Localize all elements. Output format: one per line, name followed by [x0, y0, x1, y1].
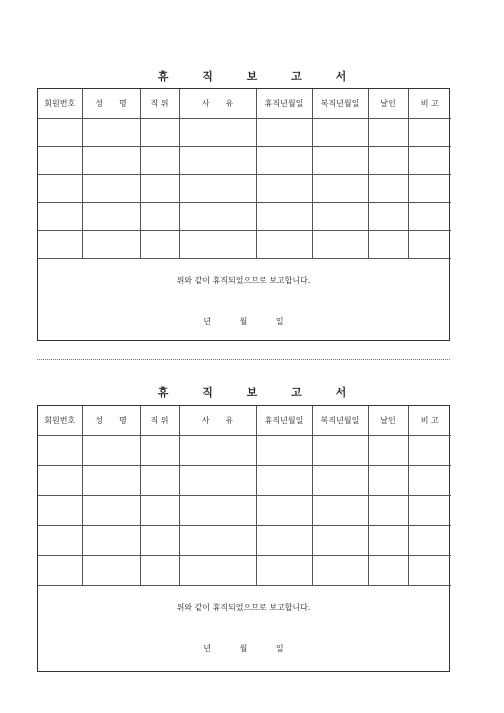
table-cell[interactable] — [140, 496, 179, 526]
table-cell[interactable] — [82, 119, 140, 147]
table-cell[interactable] — [82, 526, 140, 556]
table-cell[interactable] — [256, 119, 312, 147]
table-cell[interactable] — [256, 526, 312, 556]
table-row — [38, 119, 451, 147]
table-cell[interactable] — [38, 496, 82, 526]
table-cell[interactable] — [140, 203, 179, 231]
header-reason: 사 유 — [179, 89, 256, 119]
date-day[interactable]: 일 — [275, 644, 284, 653]
table-cell[interactable] — [312, 496, 368, 526]
header-seal: 날인 — [368, 406, 408, 436]
date-year[interactable]: 년 — [203, 317, 212, 326]
table-cell[interactable] — [256, 203, 312, 231]
table-cell[interactable] — [408, 175, 451, 203]
table-cell[interactable] — [82, 466, 140, 496]
table-cell[interactable] — [368, 496, 408, 526]
table-row — [38, 175, 451, 203]
table-cell[interactable] — [82, 175, 140, 203]
header-remarks: 비 고 — [408, 89, 451, 119]
table-cell[interactable] — [179, 203, 256, 231]
table-row — [38, 203, 451, 231]
table-cell[interactable] — [179, 119, 256, 147]
table-row — [38, 466, 451, 496]
header-leave-date: 휴직년월일 — [256, 89, 312, 119]
header-remarks: 비 고 — [408, 406, 451, 436]
table-cell[interactable] — [256, 147, 312, 175]
header-name: 성 명 — [82, 406, 140, 436]
table-cell[interactable] — [408, 496, 451, 526]
table-cell[interactable] — [38, 556, 82, 586]
table-cell[interactable] — [408, 556, 451, 586]
table-cell[interactable] — [140, 147, 179, 175]
table-cell[interactable] — [179, 496, 256, 526]
table-row — [38, 556, 451, 586]
table-cell[interactable] — [408, 231, 451, 259]
table-cell[interactable] — [408, 119, 451, 147]
table-cell[interactable] — [312, 203, 368, 231]
table-cell[interactable] — [368, 526, 408, 556]
table-cell[interactable] — [408, 526, 451, 556]
table-cell[interactable] — [179, 556, 256, 586]
table-cell[interactable] — [312, 556, 368, 586]
table-cell[interactable] — [179, 231, 256, 259]
table-cell[interactable] — [82, 436, 140, 466]
table-cell[interactable] — [140, 175, 179, 203]
table-cell[interactable] — [256, 556, 312, 586]
header-leave-date: 휴직년월일 — [256, 406, 312, 436]
table-cell[interactable] — [408, 466, 451, 496]
table-cell[interactable] — [368, 556, 408, 586]
date-line — [38, 643, 449, 654]
table-cell[interactable] — [312, 526, 368, 556]
header-reason: 사 유 — [179, 406, 256, 436]
date-year[interactable]: 년 — [203, 644, 212, 653]
cut-line-divider — [37, 359, 450, 360]
table-cell[interactable] — [312, 466, 368, 496]
table-cell[interactable] — [368, 466, 408, 496]
table-cell[interactable] — [140, 466, 179, 496]
header-return-date: 복직년월일 — [312, 89, 368, 119]
table-cell[interactable] — [256, 175, 312, 203]
table-cell[interactable] — [38, 203, 82, 231]
date-month[interactable]: 월 — [239, 644, 248, 653]
table-cell[interactable] — [38, 119, 82, 147]
table-cell[interactable] — [179, 526, 256, 556]
leave-report-form — [37, 405, 450, 672]
table-cell[interactable] — [82, 147, 140, 175]
table-cell[interactable] — [368, 119, 408, 147]
table-cell[interactable] — [179, 175, 256, 203]
table-cell[interactable] — [408, 147, 451, 175]
table-cell[interactable] — [256, 231, 312, 259]
table-row — [38, 231, 451, 259]
table-row — [38, 436, 451, 466]
table-cell[interactable] — [368, 147, 408, 175]
table-cell[interactable] — [38, 436, 82, 466]
table-cell[interactable] — [179, 436, 256, 466]
table-cell[interactable] — [140, 556, 179, 586]
header-member-number: 회원번호 — [38, 89, 82, 119]
report-statement: 위와 같이 휴직되었으므로 보고합니다. — [176, 603, 311, 612]
report-statement: 위와 같이 휴직되었으므로 보고합니다. — [176, 276, 311, 285]
table-cell[interactable] — [368, 231, 408, 259]
date-day[interactable]: 일 — [275, 317, 284, 326]
form-title: 휴 직 보 고 서 — [157, 386, 362, 399]
date-line — [38, 316, 449, 327]
table-cell[interactable] — [82, 556, 140, 586]
header-name: 성 명 — [82, 89, 140, 119]
leave-report-table — [38, 89, 451, 259]
table-cell[interactable] — [256, 496, 312, 526]
table-cell[interactable] — [179, 466, 256, 496]
table-cell[interactable] — [82, 496, 140, 526]
table-cell[interactable] — [82, 203, 140, 231]
table-cell[interactable] — [408, 203, 451, 231]
table-cell[interactable] — [312, 175, 368, 203]
table-cell[interactable] — [179, 147, 256, 175]
table-cell[interactable] — [38, 231, 82, 259]
table-cell[interactable] — [140, 526, 179, 556]
header-return-date: 복직년월일 — [312, 406, 368, 436]
header-position: 직 위 — [140, 89, 179, 119]
date-month[interactable]: 월 — [239, 317, 248, 326]
table-cell[interactable] — [368, 175, 408, 203]
table-cell[interactable] — [140, 119, 179, 147]
table-cell[interactable] — [82, 231, 140, 259]
header-row — [38, 406, 451, 436]
table-cell[interactable] — [38, 147, 82, 175]
table-cell[interactable] — [256, 466, 312, 496]
leave-report-form — [37, 88, 450, 341]
header-position: 직 위 — [140, 406, 179, 436]
table-cell[interactable] — [312, 231, 368, 259]
table-cell[interactable] — [368, 436, 408, 466]
table-cell[interactable] — [312, 436, 368, 466]
table-cell[interactable] — [38, 175, 82, 203]
leave-report-table — [38, 406, 451, 586]
header-row — [38, 89, 451, 119]
table-cell[interactable] — [312, 119, 368, 147]
header-seal: 날인 — [368, 89, 408, 119]
table-cell[interactable] — [256, 436, 312, 466]
table-cell[interactable] — [140, 231, 179, 259]
table-cell[interactable] — [140, 436, 179, 466]
table-row — [38, 496, 451, 526]
table-cell[interactable] — [368, 203, 408, 231]
table-cell[interactable] — [38, 466, 82, 496]
table-row — [38, 526, 451, 556]
table-cell[interactable] — [38, 526, 82, 556]
table-cell[interactable] — [312, 147, 368, 175]
form-title: 휴 직 보 고 서 — [157, 70, 362, 83]
table-row — [38, 147, 451, 175]
table-cell[interactable] — [408, 436, 451, 466]
header-member-number: 회원번호 — [38, 406, 82, 436]
